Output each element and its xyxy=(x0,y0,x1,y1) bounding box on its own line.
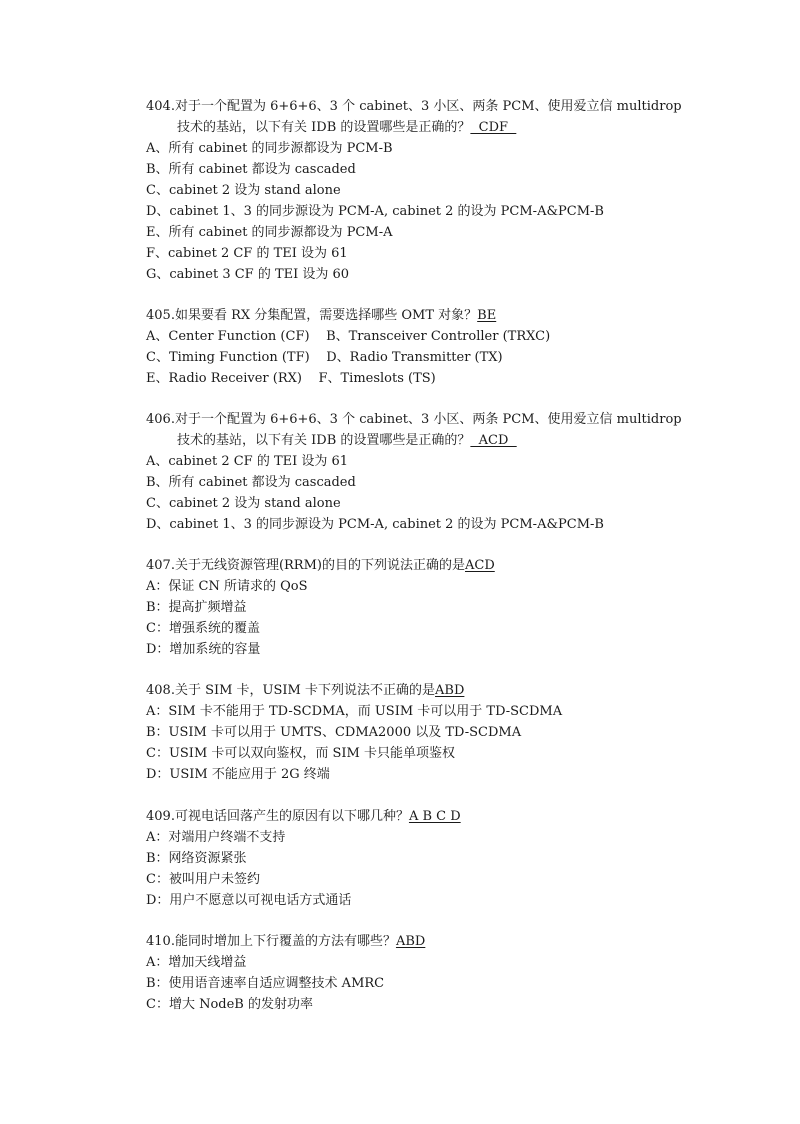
option: A、所有 cabinet 的同步源都设为 PCM-B xyxy=(146,141,393,156)
question-text-cont: 技术的基站，以下有关 IDB 的设置哪些是正确的？ xyxy=(177,120,471,135)
question-stem xyxy=(146,680,706,701)
answer-key: A B C D xyxy=(408,809,461,824)
option: D：增加系统的容量 xyxy=(146,642,261,657)
answer-key: ACD xyxy=(464,558,495,573)
option: C、cabinet 2 设为 stand alone xyxy=(146,183,341,198)
option: B：USIM 卡可以用于 UMTS、CDMA2000 以及 TD-SCDMA xyxy=(146,725,522,740)
option: F、cabinet 2 CF 的 TEI 设为 61 xyxy=(146,246,348,261)
option: D、cabinet 1、3 的同步源设为 PCM-A, cabinet 2 的设为 PCM-A&PCM-B xyxy=(146,204,604,219)
question-text: 409.可视电话回落产生的原因有以下哪几种？ xyxy=(146,809,409,824)
question-405 xyxy=(146,305,706,389)
option: D、cabinet 1、3 的同步源设为 PCM-A, cabinet 2 的设为 PCM-A&PCM-B xyxy=(146,517,604,532)
question-text: 404.对于一个配置为 6+6+6、3 个 cabinet、3 小区、两条 PCM、使用爱立信 multidrop xyxy=(146,99,682,114)
question-text: 406.对于一个配置为 6+6+6、3 个 cabinet、3 小区、两条 PCM、使用爱立信 multidrop xyxy=(146,412,682,427)
option: A、cabinet 2 CF 的 TEI 设为 61 xyxy=(146,454,349,469)
question-408 xyxy=(146,680,706,785)
option: C、Timing Function (TF) D、Radio Transmitter (TX) xyxy=(146,350,503,365)
question-stem xyxy=(146,305,706,326)
option: C、cabinet 2 设为 stand alone xyxy=(146,496,341,511)
answer-key: ACD xyxy=(470,433,517,448)
question-text: 410.能同时增加上下行覆盖的方法有哪些？ xyxy=(146,934,396,949)
option: E、Radio Receiver (RX) F、Timeslots (TS) xyxy=(146,371,436,386)
option: A：SIM 卡不能用于 TD-SCDMA，而 USIM 卡可以用于 TD-SCDMA xyxy=(146,704,563,719)
question-407 xyxy=(146,555,706,660)
question-stem xyxy=(146,96,706,138)
option: B、所有 cabinet 都设为 cascaded xyxy=(146,162,356,177)
answer-key: ABD xyxy=(435,683,465,698)
option: C：USIM 卡可以双向鉴权，而 SIM 卡只能单项鉴权 xyxy=(146,746,456,761)
option: D：用户不愿意以可视电话方式通话 xyxy=(146,893,352,908)
option: A：对端用户终端不支持 xyxy=(146,830,286,845)
question-410 xyxy=(146,931,706,1015)
answer-key: BE xyxy=(477,308,497,323)
question-406 xyxy=(146,409,706,535)
answer-key: CDF xyxy=(470,120,517,135)
question-text-cont: 技术的基站，以下有关 IDB 的设置哪些是正确的？ xyxy=(177,433,471,448)
option: E、所有 cabinet 的同步源都设为 PCM-A xyxy=(146,225,393,240)
option: B：使用语音速率自适应调整技术 AMRC xyxy=(146,976,385,991)
option: B、所有 cabinet 都设为 cascaded xyxy=(146,475,356,490)
option: G、cabinet 3 CF 的 TEI 设为 60 xyxy=(146,267,350,282)
option: A、Center Function (CF) B、Transceiver Controller (TRXC) xyxy=(146,329,551,344)
question-text: 408.关于 SIM 卡，USIM 卡下列说法不正确的是 xyxy=(146,683,436,698)
option: A：增加天线增益 xyxy=(146,955,247,970)
question-409 xyxy=(146,806,706,911)
option: D：USIM 不能应用于 2G 终端 xyxy=(146,767,330,782)
question-stem xyxy=(146,931,706,952)
option: C：被叫用户未签约 xyxy=(146,872,260,887)
question-stem xyxy=(146,555,706,576)
option: A：保证 CN 所请求的 QoS xyxy=(146,579,308,594)
option: B：提高扩频增益 xyxy=(146,600,247,615)
answer-key: ABD xyxy=(395,934,426,949)
option: B：网络资源紧张 xyxy=(146,851,247,866)
option: C：增大 NodeB 的发射功率 xyxy=(146,997,313,1012)
question-stem xyxy=(146,806,706,827)
option: C：增强系统的覆盖 xyxy=(146,621,260,636)
question-404 xyxy=(146,96,706,285)
question-text: 407.关于无线资源管理(RRM)的目的下列说法正确的是 xyxy=(146,558,465,573)
question-stem xyxy=(146,409,706,451)
question-text: 405.如果要看 RX 分集配置，需要选择哪些 OMT 对象？ xyxy=(146,308,478,323)
